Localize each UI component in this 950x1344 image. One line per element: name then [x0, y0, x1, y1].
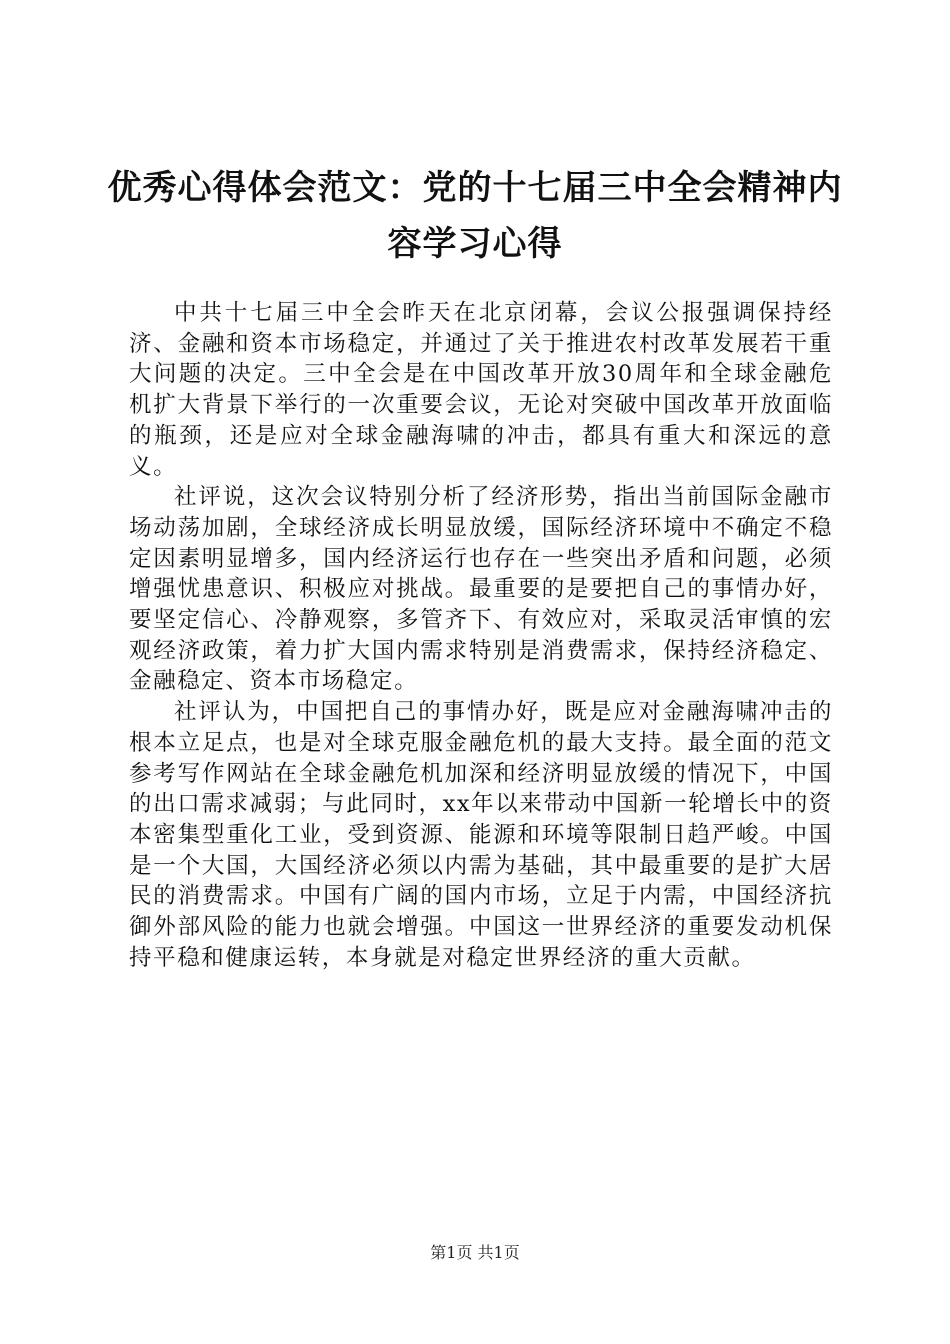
document-body — [129, 298, 833, 973]
page-number-footer: 第1页 共1页 — [430, 1243, 520, 1262]
paragraph-3: 社评认为，中国把自己的事情办好，既是应对金融海啸冲击的根本立足点，也是对全球克服金融危机的最大支持。最全面的范文参考写作网站在全球金融危机加深和经济明显放缓的情况下，中国的出口需求减弱；与此同时，xx年以来带动中国新一轮增长中的资本密集型重化工业，受到资源、能源和环境等限制日趋严峻。中国是一个大国，大国经济必须以内需为基础，其中最重要的是扩大居民的消费需求。中国有广阔的国内市场，立足于内需，中国经济抗御外部风险的能力也就会增强。中国这一世界经济的重要发动机保持平稳和健康运转，本身就是对稳定世界经济的重大贡献。 — [129, 699, 833, 971]
paragraph-2: 社评说，这次会议特别分析了经济形势，指出当前国际金融市场动荡加剧，全球经济成长明显放缓，国际经济环境中不确定不稳定因素明显增多，国内经济运行也存在一些突出矛盾和问题，必须增强忧患意识、积极应对挑战。最重要的是要把自己的事情办好，要坚定信心、冷静观察，多管齐下、有效应对，采取灵活审慎的宏观经济政策，着力扩大国内需求特别是消费需求，保持经济稳定、金融稳定、资本市场稳定。 — [129, 484, 833, 695]
document-title: 优秀心得体会范文：党的十七届三中全会精神内容学习心得 — [107, 168, 843, 264]
paragraph-1: 中共十七届三中全会昨天在北京闭幕，会议公报强调保持经济、金融和资本市场稳定，并通过了关于推进农村改革发展若干重大问题的决定。三中全会是在中国改革开放30周年和全球金融危机扩大背景下举行的一次重要会议，无论对突破中国改革开放面临的瓶颈，还是应对全球金融海啸的冲击，都具有重大和深远的意义。 — [129, 300, 833, 480]
